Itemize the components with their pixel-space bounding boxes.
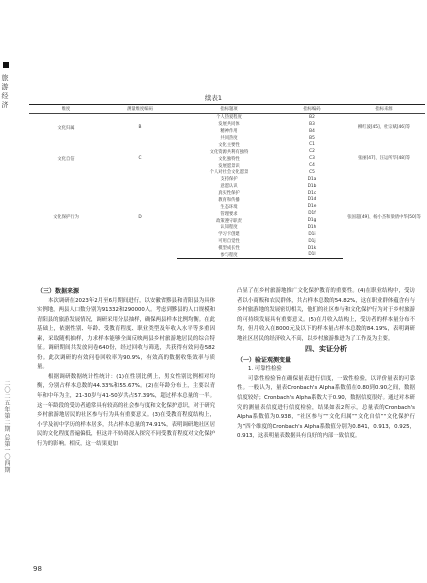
item-cell: 共同热度 bbox=[220, 136, 238, 142]
dimension-code-cell: D bbox=[138, 214, 142, 220]
item-cell: 精神作用 bbox=[220, 129, 238, 135]
dimension-cell: 文化自信 bbox=[57, 156, 75, 162]
item-code-cell: D1h bbox=[307, 224, 317, 230]
item-code-cell: C2 bbox=[309, 149, 315, 155]
item-code-cell: D1c bbox=[307, 190, 317, 196]
dimension-code-cell: C bbox=[138, 156, 142, 162]
section-heading: 四、实证分析 bbox=[305, 345, 347, 354]
item-code-cell: D1j bbox=[308, 238, 316, 244]
table-title: 续表1 bbox=[204, 94, 223, 102]
source-cell: 张丽[47]、汪运所毕[48]等 bbox=[357, 155, 410, 161]
item-cell: 真实性保护 bbox=[218, 191, 240, 197]
item-code-cell: D1d bbox=[307, 197, 317, 203]
paragraph: 凸显了在乡村旅游地推广文化保护教育的重要性。(4)在职业结构中，受访者以小商贩和农民群体，共占样本总数的54.82%，这在职业群体蕴含有与乡村旅游地的发展密切相关，他们的社区参与和文化保护行为对于乡村旅游的可持续发展具有重要意义。(5)在月收入结构上，受访者的样本量分布不均，但月收入在8000元及以下的样本量占样本总数的84.19%，表明调研地社区居民的经济收入不高，以乡村旅游推进为了工作及为主要。 bbox=[237, 288, 415, 342]
dimension-cell: 文化归属 bbox=[57, 125, 75, 131]
paragraph: 根据调研数据统计性统计：(1)在性别比例上，男女性别比例相对均衡，分别占样本总数的44.33%和55.67%。(2)在年龄分布上，主要以青年和中年为主，21-30岁与41-50岁共占57.39%，超过样本总量的一半。这一年龄段的受访者通常具有较高的社会参与度和文化保护意识，对于研究乡村旅游地居民的社区参与行为具有重要意义。(3)在受教育程度结构上，小学及初中学历的样本居多，共占样本总量的74.91%，表明调研地社区居民的文化程度普遍偏低，但这并不妨碍深入探究不同受教育程度对文化保护行为的影响。相反，这一结果更加 bbox=[37, 373, 215, 447]
source-cell: 张国超[49]、杨小杰和梁倩中华[50]等 bbox=[347, 214, 421, 220]
subsubsection-heading: 1. 可靠性检验 bbox=[248, 366, 282, 373]
table-row bbox=[29, 142, 425, 149]
paragraph: 本次调研在2023年2月至6月期间进行，以安徽省黟县和青阳县为具体实例地，两县人口数分别为91332和290000人。考虑到黟县的人口规模和青阳县的旅游发展情况，调研采用分层抽样，确保两县样本比例均衡。在此基础上，依据性别、年龄、受教育程度、职业类型及年收入水平等多重因素，采取随机抽样，力求样本能够全面反映两县乡村旅游地居民的综合特征。调研期间共发放问卷640份，经过回收与筛选，共获得有效问卷582份。此次调研的有效问卷回收率为90.9%，有效高的数据收集效率与质量。 bbox=[37, 297, 215, 371]
table-body bbox=[29, 114, 425, 259]
item-cell: 发展共同体 bbox=[218, 122, 240, 128]
dimension-code-cell: B bbox=[138, 125, 142, 131]
page-sidebar bbox=[0, 0, 23, 583]
item-code-cell: D1i bbox=[308, 231, 316, 237]
item-cell: 发展愿景识 bbox=[218, 163, 240, 169]
item-code-cell: D1e bbox=[307, 204, 317, 210]
paragraph: 可靠性检验旨在确保量表进行信度，一致性检验，以评价量表的可靠性。一般认为，量表Cronbach's Alpha系数值在0.80到0.90之间，数据信度较好；Cronbach's Alpha系数大于0.90，数据信度很好。通过对本研究的测量表信度进行信度检验，结果如表2所示，总量表的Cronbach's Alpha系数值为0.938，“社区参与”“文化归属”“文化自信”“文化保护行为”四个维度的Cronbach's Alpha系数值分别为0.841，0.913，0.925，0.913，这表明量表数据具有良好的内部一致信度。 bbox=[237, 375, 415, 440]
source-cell: 柳红波[45]、杜宗斌[46]等 bbox=[357, 125, 410, 130]
item-cell: 学习卡创建 bbox=[218, 232, 240, 238]
right-column bbox=[237, 287, 415, 442]
left-column bbox=[37, 287, 215, 449]
table-header-code: 测量维度编码 bbox=[103, 105, 177, 114]
item-cell: 意愿认识 bbox=[220, 184, 238, 190]
item-code-cell: C4 bbox=[309, 163, 315, 169]
item-cell: 个人对社会文化愿景 bbox=[209, 170, 249, 176]
item-code-cell: C5 bbox=[309, 169, 315, 175]
item-cell: 教育和传播 bbox=[218, 197, 240, 203]
item-cell: 参与程度 bbox=[177, 252, 281, 259]
item-cell: 管理要求 bbox=[220, 211, 238, 217]
item-cell: 文化资源共利有独特 bbox=[209, 149, 249, 155]
item-cell: 认知程度 bbox=[220, 225, 238, 231]
item-cell: 生态环境 bbox=[220, 204, 238, 210]
item-code-cell: D1g bbox=[307, 218, 317, 224]
item-code-cell: C1 bbox=[309, 142, 315, 148]
section-marker bbox=[3, 62, 9, 68]
item-cell: 支持保护 bbox=[220, 177, 238, 183]
journal-volume-label: 二〇二五年第二期 总第一〇四期 bbox=[3, 380, 10, 474]
subsection-heading: （一）验证观测变量 bbox=[237, 356, 292, 364]
item-code-cell: B2 bbox=[309, 114, 315, 120]
table-header-source: 指标来源 bbox=[343, 105, 425, 114]
item-code-cell: D1b bbox=[307, 183, 317, 189]
journal-section-label: 旅游经济 bbox=[1, 74, 9, 110]
table-header-item: 指标题项 bbox=[177, 105, 281, 114]
table-header-item-code: 指标编码 bbox=[281, 105, 343, 114]
item-code-cell: C3 bbox=[309, 156, 315, 162]
item-cell: 个人热爱程度 bbox=[216, 115, 242, 121]
table-row bbox=[29, 176, 425, 183]
item-code-cell: D1l bbox=[281, 252, 343, 259]
item-code-cell: B5 bbox=[309, 135, 315, 141]
item-cell: 文化主要性 bbox=[218, 142, 240, 148]
item-cell: 可用自觉性 bbox=[218, 239, 240, 245]
table-header-dimension: 维度 bbox=[29, 105, 103, 114]
dimension-cell: 文化保护行为 bbox=[53, 215, 79, 221]
measurement-table bbox=[29, 104, 425, 259]
item-code-cell: D1a bbox=[307, 176, 317, 182]
table-row bbox=[29, 114, 425, 121]
item-cell: 文化独特性 bbox=[218, 156, 240, 162]
page-number: 98 bbox=[33, 565, 42, 573]
data-source-heading: （三）数据来源 bbox=[37, 288, 80, 295]
item-code-cell: D1f bbox=[308, 211, 316, 217]
item-cell: 模型成长性 bbox=[218, 246, 240, 252]
item-code-cell: D1k bbox=[307, 245, 317, 251]
item-code-cell: B4 bbox=[309, 128, 315, 134]
item-cell: 政策遵守职责 bbox=[216, 218, 242, 224]
item-code-cell: B3 bbox=[309, 121, 315, 127]
